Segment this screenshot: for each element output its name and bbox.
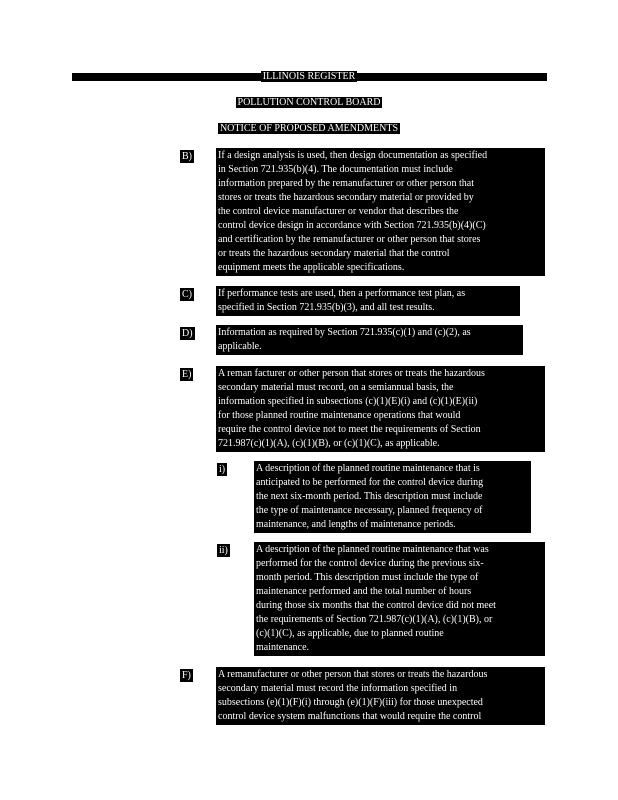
item-label: E) bbox=[182, 369, 192, 380]
register-title: ILLINOIS REGISTER bbox=[262, 71, 356, 82]
item-text: If a design analysis is used, then design documentation as specified in Section 721.935(b)(4). The documentation must include information prepared by the remanufacturer or other person that stores or treats the hazardous secondary material or provided by the control device manufacturer or vendor that describes the control device design in accordance with Section 721.935(b)(4)(C) and certification by the remanufacturer or other person that stores or treats the hazardous secondary material that the control equipment meets the applicable specifications. bbox=[216, 148, 545, 276]
item-text: A reman facturer or other person that stores or treats the hazardous secondary material must record, on a semiannual basis, the information specified in subsections (c)(1)(E)(i) and (c)(1)(E)(ii) for those planned routine maintenance operations that would require the control device not to meet the requirements of Section 721.987(c)(1)(A), (c)(1)(B), or (c)(1)(C), as applicable. bbox=[216, 366, 545, 452]
item-text: A remanufacturer or other person that stores or treats the hazardous secondary material must record the information specified in subsections (e)(1)(F)(i) through (e)(1)(F)(iii) for those unexpected control device system malfunctions that would require the control bbox=[216, 667, 545, 725]
item-text: Information as required by Section 721.935(c)(1) and (c)(2), as applicable. bbox=[216, 325, 523, 355]
subitem-text: A description of the planned routine maintenance that is anticipated to be performed for the control device during the next six-month period. This description must include the type of maintenance necessary, planned frequency of maintenance, and lengths of maintenance periods. bbox=[254, 461, 531, 533]
item-label: B) bbox=[182, 151, 192, 162]
item-label: C) bbox=[182, 289, 192, 300]
board-title: POLLUTION CONTROL BOARD bbox=[237, 97, 381, 108]
subitem-label: i) bbox=[219, 464, 226, 475]
item-text: If performance tests are used, then a performance test plan, as specified in Section 721.935(b)(3), and all test results. bbox=[216, 286, 520, 316]
item-label: D) bbox=[182, 328, 193, 339]
subitem-label: ii) bbox=[219, 545, 228, 556]
subitem-text: A description of the planned routine maintenance that was performed for the control device during the previous six- month period. This description must include the type of maintenance performed and the total number of hours during those six months that the control device did not meet the requirements of Section 721.987(c)(1)(A), (c)(1)(B), or (c)(1)(C), as applicable, due to planned routine maintenance. bbox=[254, 542, 545, 656]
notice-title: NOTICE OF PROPOSED AMENDMENTS bbox=[219, 123, 399, 134]
item-label: F) bbox=[182, 670, 191, 681]
